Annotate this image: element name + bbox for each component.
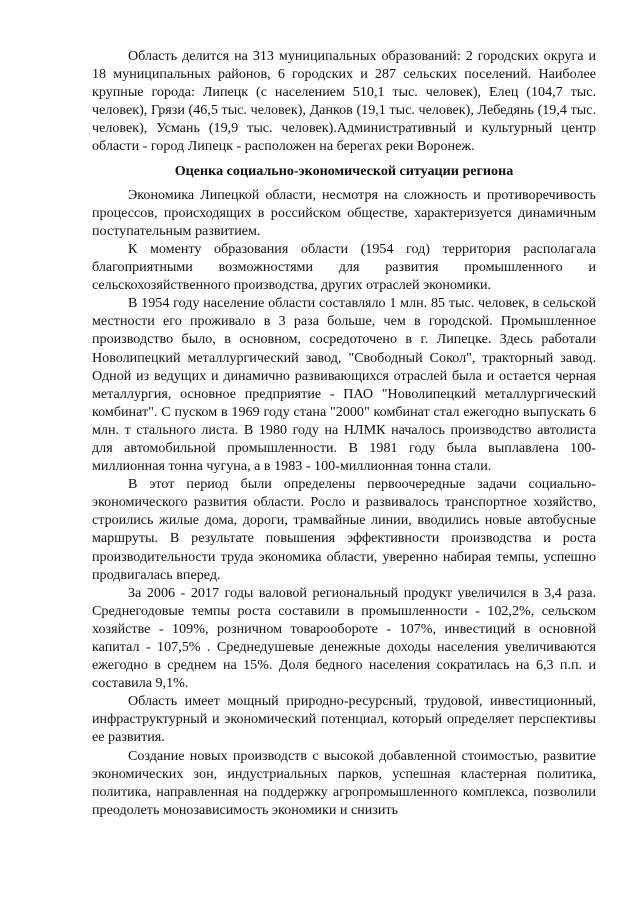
paragraph-grp-growth: За 2006 - 2017 годы валовой региональный продукт увеличился в 3,4 раза. Среднегодовые темпы роста составили в промышленности - 102,2%, сельском хозяйстве - 109%, розничном товарообороте - 107%, инвестиций в основной капитал - 107,5% . Среднедушевые денежные доходы населения увеличиваются ежегодно в среднем на 15%. Доля бедного населения сократилась на 6,3 п.п. и составила 9,1%. [92, 584, 596, 692]
paragraph-new-production: Создание новых производств с высокой добавленной стоимостью, развитие экономических зон, индустриальных парков, успешная кластерная политика, политика, направленная на поддержку агропромышленного комплекса, позволили преодолеть монозависимость экономики и снизить [92, 747, 596, 818]
section-heading: Оценка социально-экономической ситуации региона [174, 162, 514, 179]
paragraph-region-formation: К моменту образования области (1954 год) территория располагала благоприятными возможностями для развития промышленного и сельскохозяйственного производства, других отраслей экономики. [92, 240, 596, 294]
document-page [92, 47, 596, 819]
paragraph-municipal-division: Область делится на 313 муниципальных образований: 2 городских округа и 18 муниципальных районов, 6 городских и 287 сельских поселений. Наиболее крупные города: Липецк (с населением 510,1 тыс. человек), Елец (104,7 тыс. человек), Грязи (46,5 тыс. человек), Данков (19,1 тыс. человек), Лебедянь (19,4 тыс. человек), Усмань (19,9 тыс. человек).Административный и культурный центр области - город Липецк - расположен на берегах реки Воронеж. [92, 48, 596, 155]
paragraph-potential: Область имеет мощный природно-ресурсный, трудовой, инвестиционный, инфраструктурный и экономический потенциал, который определяет перспективы ее развития. [92, 693, 596, 746]
paragraph-1954-population: В 1954 году население области составляло 1 млн. 85 тыс. человек, в сельской местности его проживало в 3 раза больше, чем в городской. Промышленное производство было, в основном, сосредоточено в г. Липецке. Здесь работали Новолипецкий металлургический завод, "Свободный Сокол", тракторный завод. Одной из ведущих и динамично развивающихся отраслей была и остается черная металлургия, основное предприятие - ПАО "Новолипецкий металлургический комбинат". С пуском в 1969 году стана "2000" комбинат стал ежегодно выпускать 6 млн. т стального листа. В 1980 году на НЛМК началось производство автолиста для автомобильной промышленности. В 1981 году была выплавлена 100-миллионная тонна чугуна, а в 1983 - 100-миллионная тонна стали. [92, 295, 596, 475]
paragraph-economy-intro: Экономика Липецкой области, несмотря на сложность и противоречивость процессов, происходящих в российском обществе, характеризуется динамичным поступательным развитием. [92, 186, 596, 239]
paragraph-priority-tasks: В этот период были определены первоочередные задачи социально-экономического развития области. Росло и развивалось транспортное хозяйство, строились жилые дома, дороги, трамвайные линии, вводились новые автобусные маршруты. В результате повышения эффективности производства и роста производительности труда экономика области, уверенно набирая темпы, успешно продвигалась вперед. [92, 476, 596, 583]
